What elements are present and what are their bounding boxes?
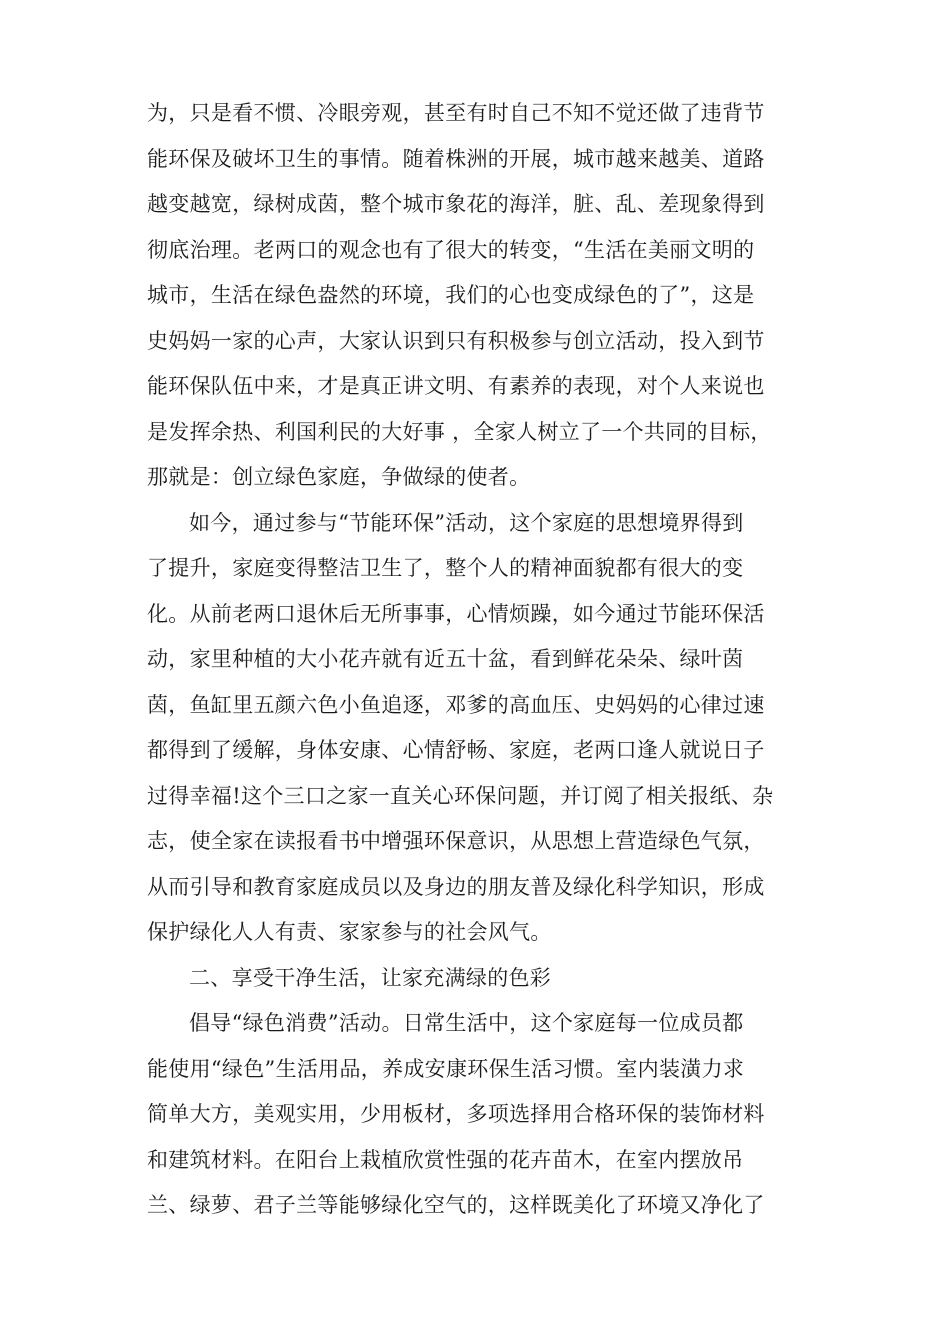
body-text [147, 91, 827, 1229]
text-line: 化。从前老两口退休后无所事事，心情烦躁，如今通过节能环保活 [147, 601, 765, 626]
text-line: 能环保及破坏卫生的事情。随着株洲的开展，城市越来越美、道路 [147, 146, 765, 171]
text-line: 那就是：创立绿色家庭，争做绿的使者。 [147, 465, 531, 489]
text-line: 保护绿化人人有责、家家参与的社会风气。 [147, 920, 552, 944]
text-line: 为，只是看不惯、冷眼旁观，甚至有时自己不知不觉还做了违背节 [147, 101, 765, 125]
paragraph-start-line: 倡导“绿色消费”活动。日常生活中，这个家庭每一位成员都 [189, 1011, 744, 1035]
text-line: 彻底治理。老两口的观念也有了很大的转变，“生活在美丽文明的 [147, 237, 755, 262]
text-line: 兰、绿萝、君子兰等能够绿化空气的，这样既美化了环境又净化了 [147, 1193, 765, 1217]
text-line: 了提升，家庭变得整洁卫生了，整个人的精神面貌都有很大的变 [147, 556, 744, 580]
text-line: 能使用“绿色”生活用品，养成安康环保生活习惯。室内装潢力求 [147, 1056, 745, 1081]
text-line: 从而引导和教育家庭成员以及身边的朋友普及绿化科学知识，形成 [147, 874, 765, 899]
text-line: 史妈妈一家的心声，大家认识到只有积极参与创立活动，投入到节 [147, 328, 765, 353]
paragraph-start-line: 如今，通过参与“节能环保”活动，这个家庭的思想境界得到 [189, 510, 744, 535]
text-line: 都得到了缓解，身体安康、心情舒畅、家庭，老两口逢人就说日子 [147, 738, 765, 762]
text-line: 和建筑材料。在阳台上栽植欣赏性强的花卉苗木，在室内摆放吊 [147, 1147, 744, 1172]
text-line: 简单大方，美观实用，少用板材，多项选择用合格环保的装饰材料 [147, 1102, 765, 1126]
text-line: 是发挥余热、利国利民的大好事 ，全家人树立了一个共同的目标， [147, 419, 772, 444]
text-line: 志，使全家在读报看书中增强环保意识，从思想上营造绿色气氛， [147, 829, 765, 853]
text-line: 过得幸福!这个三口之家一直关心环保问题，并订阅了相关报纸、杂 [147, 783, 774, 808]
text-line: 动，家里种植的大小花卉就有近五十盆，看到鲜花朵朵、绿叶茵 [147, 647, 744, 671]
section-heading: 二、享受干净生活，让家充满绿的色彩 [189, 965, 552, 990]
text-line: 能环保队伍中来，才是真正讲文明、有素养的表现，对个人来说也 [147, 374, 765, 398]
text-line: 茵，鱼缸里五颜六色小鱼追逐，邓爹的高血压、史妈妈的心律过速 [147, 692, 765, 717]
text-line: 越变越宽，绿树成茵，整个城市象花的海洋，脏、乱、差现象得到 [147, 192, 765, 216]
text-line: 城市，生活在绿色盎然的环境，我们的心也变成绿色的了”，这是 [147, 283, 755, 307]
